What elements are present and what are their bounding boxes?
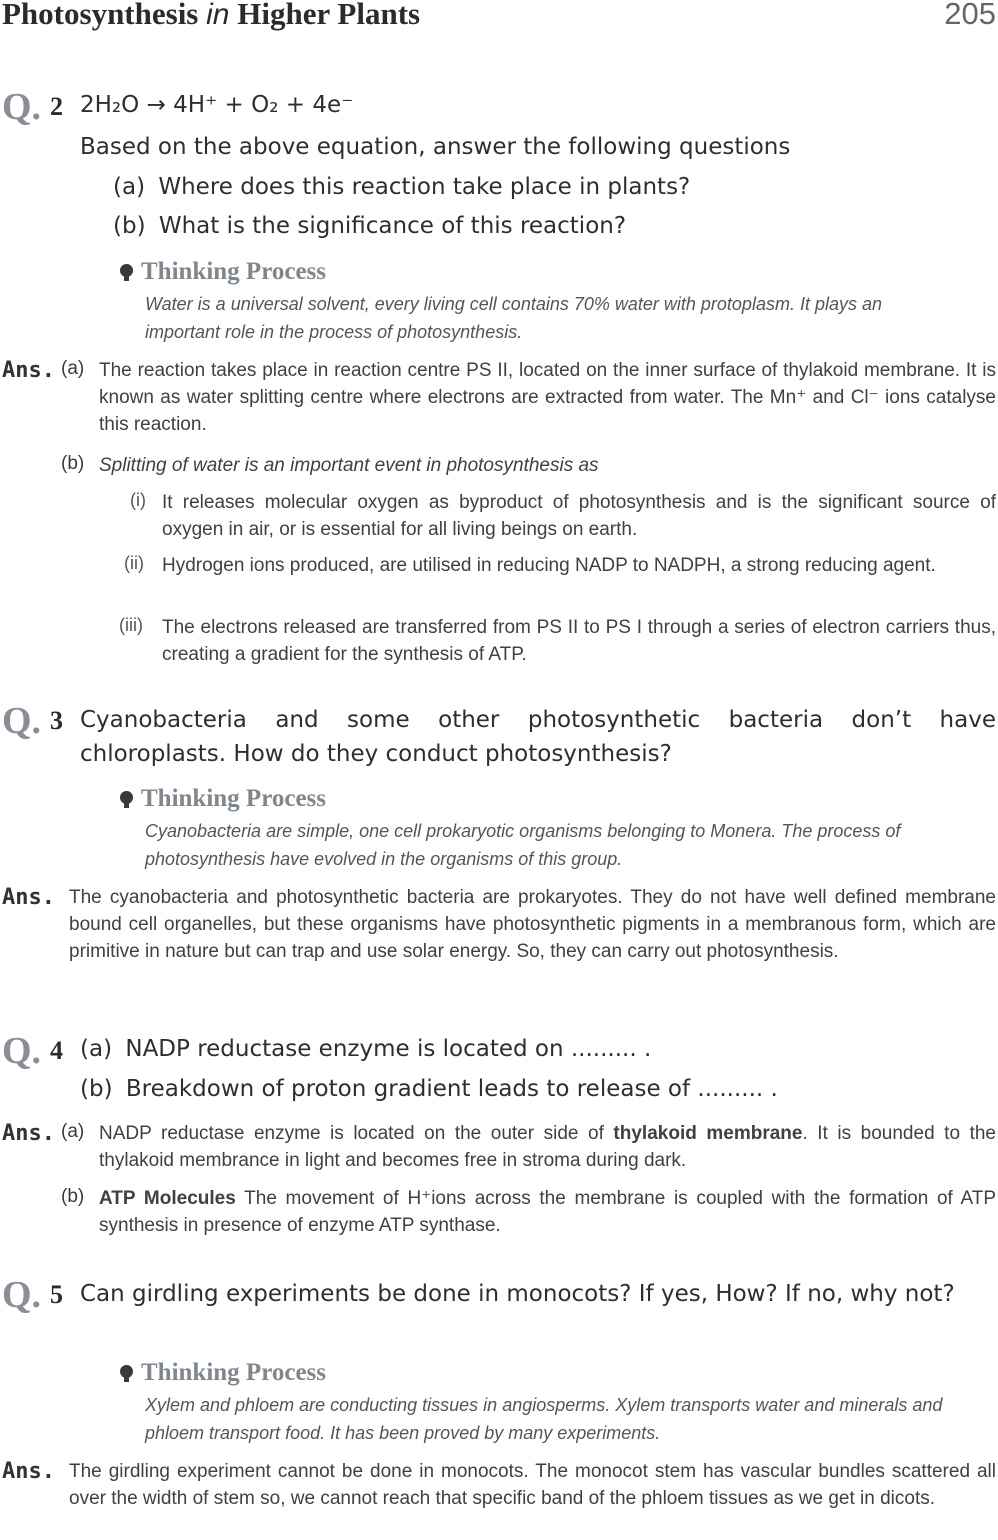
q4-answer-a: NADP reductase enzyme is located on the outer side of thylakoid membrane. It is bounded to the thylakoid membrance in light and becomes free in stroma during dark. xyxy=(99,1123,996,1171)
page-number: 205 xyxy=(944,0,996,31)
q2-equation: 2H₂O → 4H⁺ + O₂ + 4e⁻ xyxy=(80,92,354,118)
answer-label-q2: Ans. xyxy=(2,358,55,383)
q3-question: Cyanobacteria and some other photosynthetic bacteria don’t have chloroplasts. How do they conduct photosynthesis? xyxy=(80,707,996,767)
q2-point-label: (iii) xyxy=(119,615,143,635)
q2-point-label: (i) xyxy=(130,490,146,510)
q2-point-text: Hydrogen ions produced, are utilised in reducing NADP to NADPH, a strong reducing agent. xyxy=(162,555,936,576)
q4-ans-b-label: (b) xyxy=(61,1186,85,1207)
q2-point-text: It releases molecular oxygen as byproduct of photosynthesis and is the significant source of oxygen in air, or is essential for all living beings on earth. xyxy=(162,492,996,540)
answer-label-q4: Ans. xyxy=(2,1121,55,1146)
q4-answer-a-keyword: thylakoid membrane xyxy=(613,1123,803,1144)
question-mark-q4: Q. xyxy=(2,1030,42,1072)
q2-point-label: (ii) xyxy=(124,553,144,573)
question-number-q2: 2 xyxy=(50,92,63,121)
q3-answer: The cyanobacteria and photosynthetic bacteria are prokaryotes. They do not have well defined membrane bound cell organelles, but these organisms have photosynthetic pigments in a membranous form, which are primitive in nature but can trap and use solar energy. So, they can carry out photosynthesis. xyxy=(69,887,996,962)
q5-answer: The girdling experiment cannot be done in monocots. The monocot stem has vascular bundles scattered all over the width of stem so, we cannot reach that specific band of the phloem tissues as we get in dicots. xyxy=(69,1461,996,1509)
running-header-title: Photosynthesis in Higher Plants xyxy=(2,0,421,31)
q4-part-a: (a) NADP reductase enzyme is located on ......... . xyxy=(80,1036,652,1062)
question-mark-q5: Q. xyxy=(2,1274,42,1316)
thinking-process-text-q2: Water is a universal solvent, every living cell contains 70% water with protoplasm. It plays an important role in the process of photosynthesis. xyxy=(145,294,882,342)
header-italic-word: in xyxy=(206,0,230,31)
q2-answer-b: Splitting of water is an important event in photosynthesis as xyxy=(99,455,599,476)
answer-label-q3: Ans. xyxy=(2,885,55,910)
thinking-process-heading-q5: Thinking Process xyxy=(120,1359,326,1387)
thinking-process-text-q5: Xylem and phloem are conducting tissues in angiosperms. Xylem transports water and minerals and phloem transport food. It has been proved by many experiments. xyxy=(145,1395,943,1443)
question-mark-q2: Q. xyxy=(2,86,42,128)
q2-ans-a-label: (a) xyxy=(61,358,85,379)
question-number-q5: 5 xyxy=(50,1280,63,1309)
q2-ans-b-label: (b) xyxy=(61,453,85,474)
q4-answer-b: ATP Molecules The movement of H⁺ions across the membrane is coupled with the formation of ATP synthesis in presence of enzyme ATP synthase. xyxy=(99,1188,997,1236)
question-number-q4: 4 xyxy=(50,1036,63,1065)
q2-intro: Based on the above equation, answer the following questions xyxy=(80,134,791,160)
lightbulb-icon xyxy=(120,264,133,277)
lightbulb-icon xyxy=(120,791,133,804)
question-number-q3: 3 xyxy=(50,706,63,735)
q5-question: Can girdling experiments be done in monocots? If yes, How? If no, why not? xyxy=(80,1281,955,1307)
q4-ans-a-label: (a) xyxy=(61,1121,85,1142)
q4-answer-b-keyword: ATP Molecules xyxy=(99,1188,236,1209)
question-mark-q3: Q. xyxy=(2,700,42,742)
thinking-process-heading-q2: Thinking Process xyxy=(120,258,326,286)
q2-answer-a: The reaction takes place in reaction centre PS II, located on the inner surface of thylakoid membrane. It is known as water splitting centre where electrons are extracted from water. The Mn⁺ and Cl⁻ ions catalyse this reaction. xyxy=(99,360,996,435)
q2-point-text: The electrons released are transferred from PS II to PS I through a series of electron carriers thus, creating a gradient for the synthesis of ATP. xyxy=(162,617,996,665)
q4-part-b: (b) Breakdown of proton gradient leads to release of ......... . xyxy=(80,1076,778,1102)
q2-part-b: (b) What is the significance of this reaction? xyxy=(113,213,627,239)
q2-part-a: (a) Where does this reaction take place in plants? xyxy=(113,174,691,200)
answer-label-q5: Ans. xyxy=(2,1459,55,1484)
lightbulb-icon xyxy=(120,1365,133,1378)
thinking-process-text-q3: Cyanobacteria are simple, one cell prokaryotic organisms belonging to Monera. The process of photosynthesis have evolved in the organisms of this group. xyxy=(145,821,901,869)
thinking-process-heading-q3: Thinking Process xyxy=(120,785,326,813)
